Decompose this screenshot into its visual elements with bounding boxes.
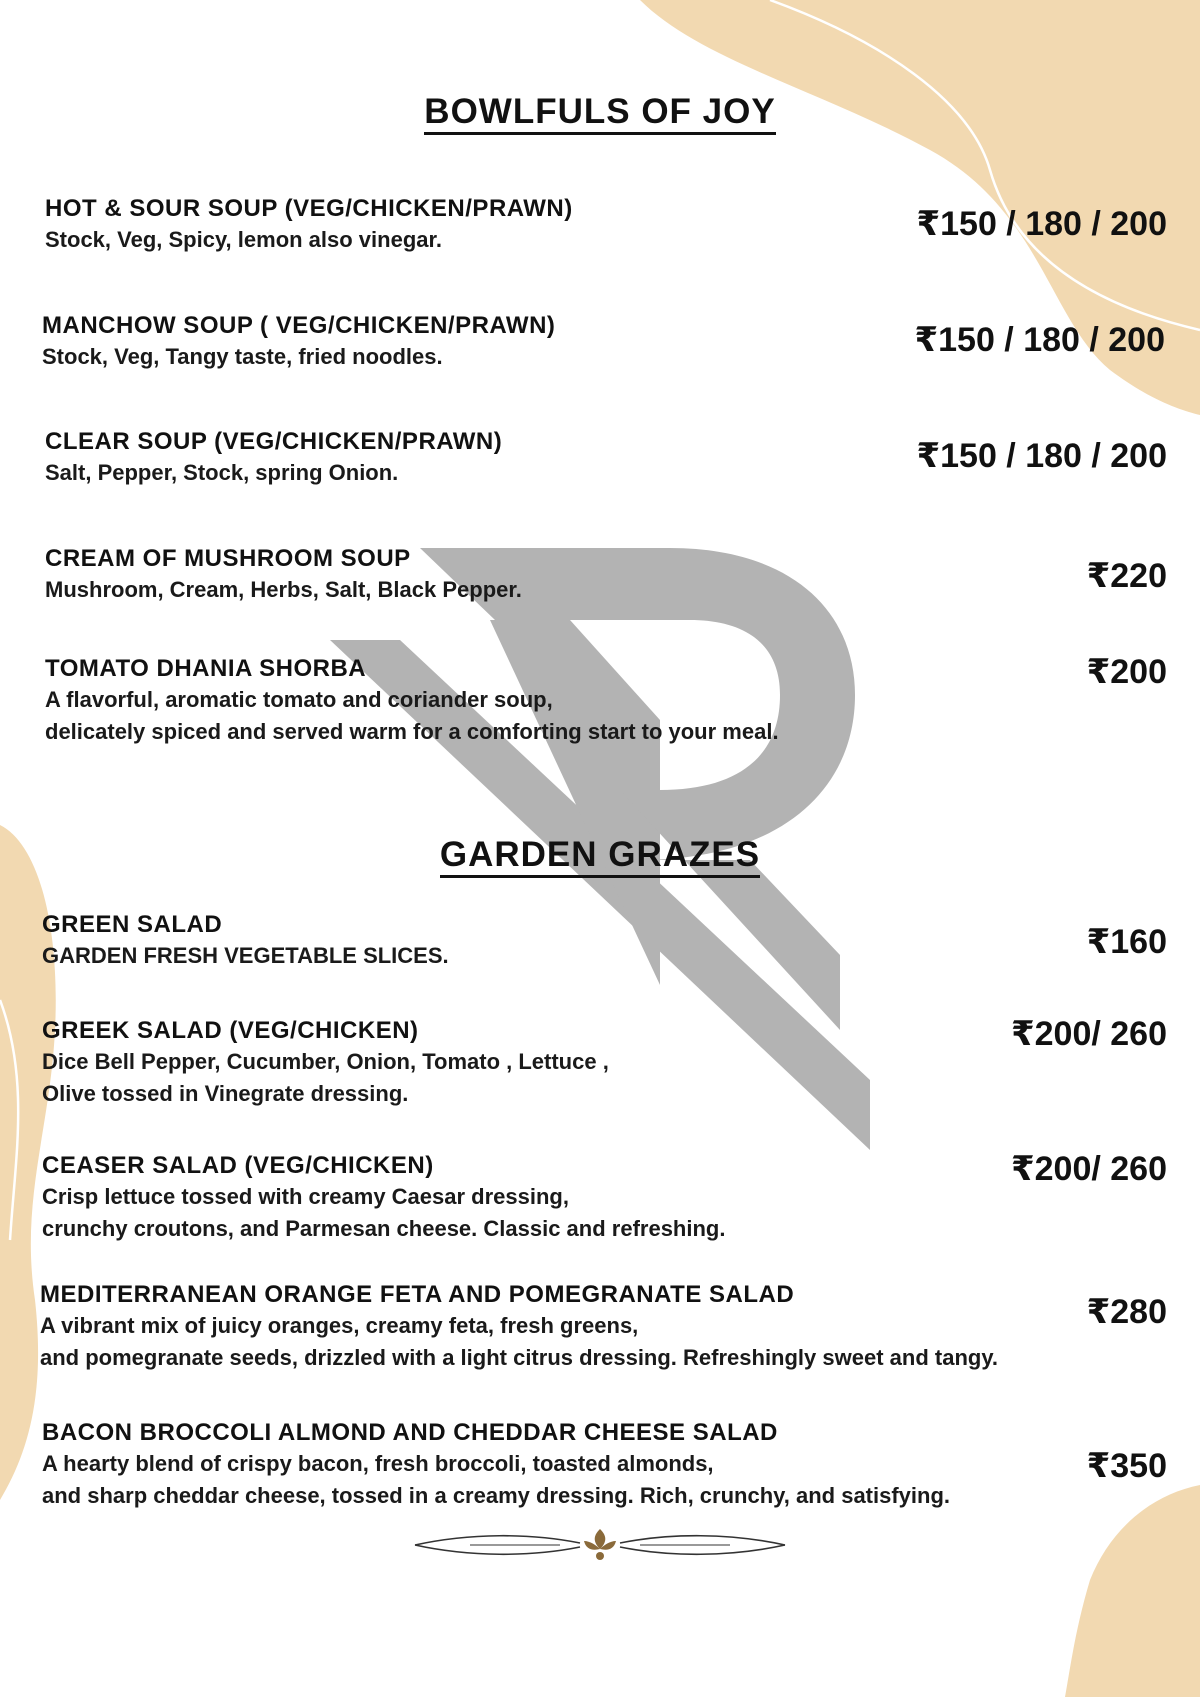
price-greek-salad: ₹200/ 260: [1010, 1015, 1167, 1053]
item-name: GREEN SALAD: [42, 911, 223, 938]
item-description: A vibrant mix of juicy oranges, creamy feta, fresh greens,: [40, 1313, 639, 1338]
price-cream-of-mushroom-soup: ₹220: [1086, 557, 1167, 595]
price-bacon-broccoli-salad: ₹350: [1086, 1447, 1167, 1485]
item-description: Stock, Veg, Spicy, lemon also vinegar.: [45, 227, 442, 252]
item-description: Salt, Pepper, Stock, spring Onion.: [45, 460, 399, 485]
menu-item-hot-sour-soup: [45, 193, 573, 256]
item-name: TOMATO DHANIA SHORBA: [45, 655, 367, 682]
item-name: HOT & SOUR SOUP (VEG/CHICKEN/PRAWN): [45, 195, 573, 222]
item-name: CREAM OF MUSHROOM SOUP: [45, 545, 411, 572]
menu-item-clear-soup: [45, 426, 502, 489]
menu-item-tomato-dhania-shorba: [45, 653, 779, 748]
price-manchow-soup: ₹150 / 180 / 200: [914, 321, 1165, 359]
item-description: delicately spiced and served warm for a comforting start to your meal.: [45, 719, 779, 744]
price-hot-sour-soup: ₹150 / 180 / 200: [916, 205, 1167, 243]
item-name: CLEAR SOUP (VEG/CHICKEN/PRAWN): [45, 428, 503, 455]
item-description: Dice Bell Pepper, Cucumber, Onion, Tomato , Lettuce ,: [42, 1049, 609, 1074]
item-description: Mushroom, Cream, Herbs, Salt, Black Pepper.: [45, 577, 522, 602]
item-description: Crisp lettuce tossed with creamy Caesar dressing,: [42, 1184, 569, 1209]
item-name: CEASER SALAD (VEG/CHICKEN): [42, 1152, 434, 1179]
price-tomato-dhania-shorba: ₹200: [1086, 653, 1167, 691]
item-description: Olive tossed in Vinegrate dressing.: [42, 1081, 409, 1106]
menu-item-green-salad: [42, 909, 449, 972]
price-ceaser-salad: ₹200/ 260: [1010, 1150, 1167, 1188]
item-description: and sharp cheddar cheese, tossed in a creamy dressing. Rich, crunchy, and satisfying.: [42, 1483, 951, 1508]
item-description: GARDEN FRESH VEGETABLE SLICES.: [42, 943, 449, 968]
menu-item-mediterranean-salad: [40, 1279, 998, 1374]
item-description: Stock, Veg, Tangy taste, fried noodles.: [42, 344, 443, 369]
flourish-divider-icon: [410, 1525, 790, 1565]
menu-item-ceaser-salad: [42, 1150, 725, 1245]
price-green-salad: ₹160: [1086, 923, 1167, 961]
item-description: crunchy croutons, and Parmesan cheese. Classic and refreshing.: [42, 1216, 726, 1241]
item-description: A flavorful, aromatic tomato and coriander soup,: [45, 687, 553, 712]
item-description: and pomegranate seeds, drizzled with a light citrus dressing. Refreshingly sweet and tangy.: [40, 1345, 999, 1370]
menu-item-greek-salad: [42, 1015, 609, 1110]
menu-item-bacon-broccoli-salad: [42, 1417, 950, 1512]
section-title-garden-grazes: GARDEN GRAZES: [0, 835, 1200, 875]
item-description: A hearty blend of crispy bacon, fresh broccoli, toasted almonds,: [42, 1451, 714, 1476]
item-name: MANCHOW SOUP ( VEG/CHICKEN/PRAWN): [42, 312, 556, 339]
item-name: MEDITERRANEAN ORANGE FETA AND POMEGRANATE SALAD: [40, 1281, 795, 1308]
price-clear-soup: ₹150 / 180 / 200: [916, 437, 1167, 475]
item-name: GREEK SALAD (VEG/CHICKEN): [42, 1017, 419, 1044]
item-name: BACON BROCCOLI ALMOND AND CHEDDAR CHEESE SALAD: [42, 1419, 778, 1446]
section-title-bowlfuls-of-joy: BOWLFULS OF JOY: [0, 92, 1200, 132]
menu-item-manchow-soup: [42, 310, 555, 373]
price-mediterranean-salad: ₹280: [1086, 1293, 1167, 1331]
menu-item-cream-of-mushroom-soup: [45, 543, 522, 606]
